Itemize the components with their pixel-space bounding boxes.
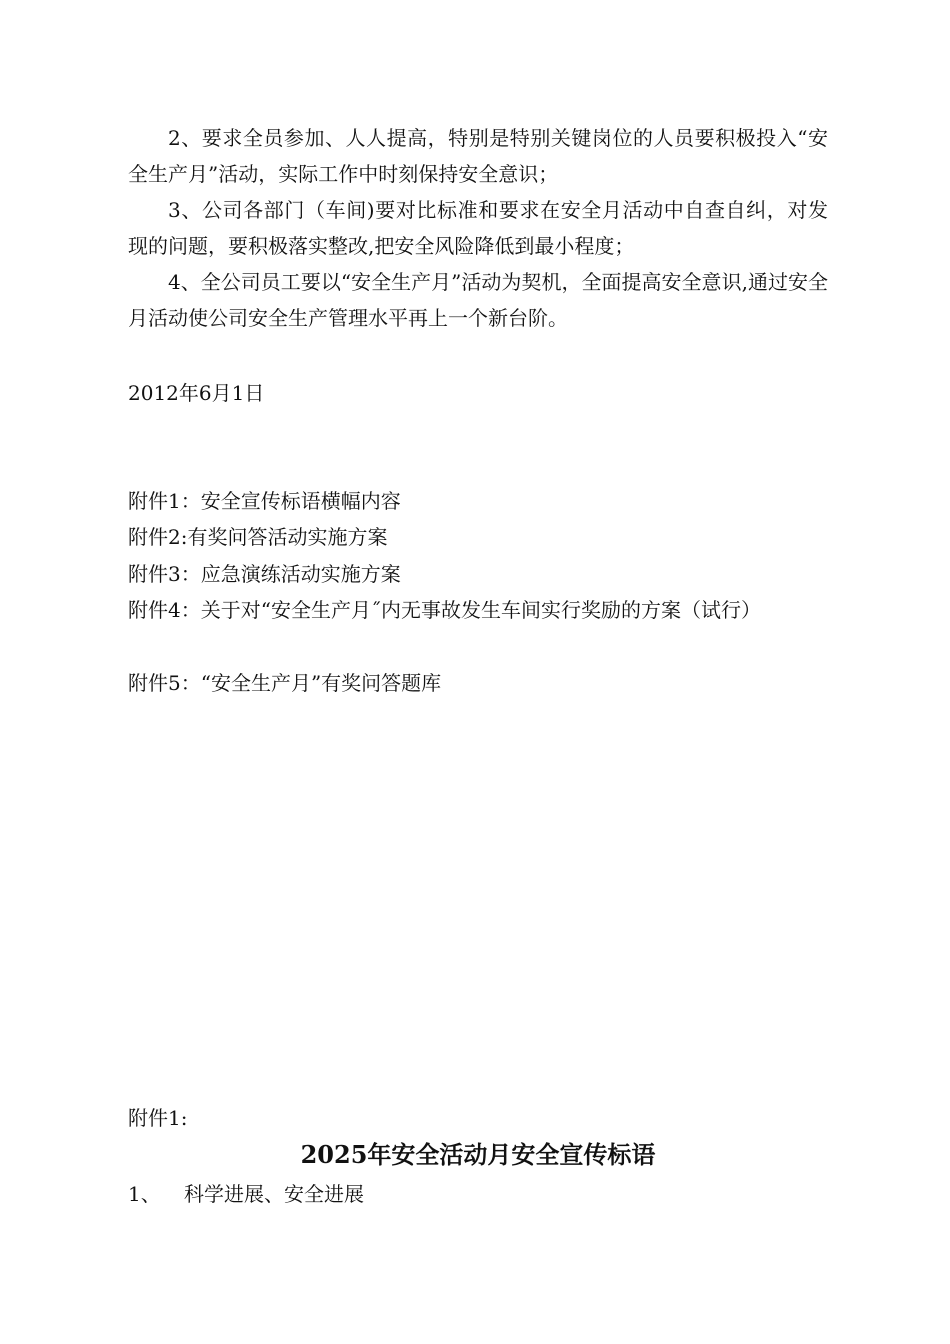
attachment-item-3: 附件3：应急演练活动实施方案: [128, 562, 401, 586]
attachment-item-5: 附件5：“安全生产月”有奖问答题库: [128, 671, 442, 695]
slogan-number: 1、: [128, 1182, 161, 1206]
section-title: 2025年安全活动月安全宣传标语: [300, 1140, 656, 1169]
attachment-item-2: 附件2:有奖问答活动实施方案: [128, 525, 388, 549]
document-date: 2012年6月1日: [128, 381, 265, 405]
appendix-label: 附件1:: [128, 1106, 188, 1130]
attachment-item-4: 附件4：关于对“安全生产月˝内无事故发生车间实行奖励的方案（试行）: [128, 598, 761, 622]
body-paragraph-2: 2、要求全员参加、人人提高，特别是特别关键岗位的人员要积极投入“安全生产月”活动，实际工作中时刻保持安全意识；: [128, 126, 828, 186]
slogan-text: 科学进展、安全进展: [184, 1182, 364, 1206]
attachment-item-1: 附件1：安全宣传标语横幅内容: [128, 489, 401, 513]
body-paragraph-3: 3、公司各部门（车间)要对比标准和要求在安全月活动中自查自纠，对发现的问题，要积极落实整改,把安全风险降低到最小程度；: [128, 198, 828, 258]
body-paragraph-4: 4、全公司员工要以“安全生产月”活动为契机，全面提高安全意识,通过安全月活动使公司安全生产管理水平再上一个新台阶。: [128, 270, 828, 330]
slogan-item: [128, 1176, 828, 1212]
